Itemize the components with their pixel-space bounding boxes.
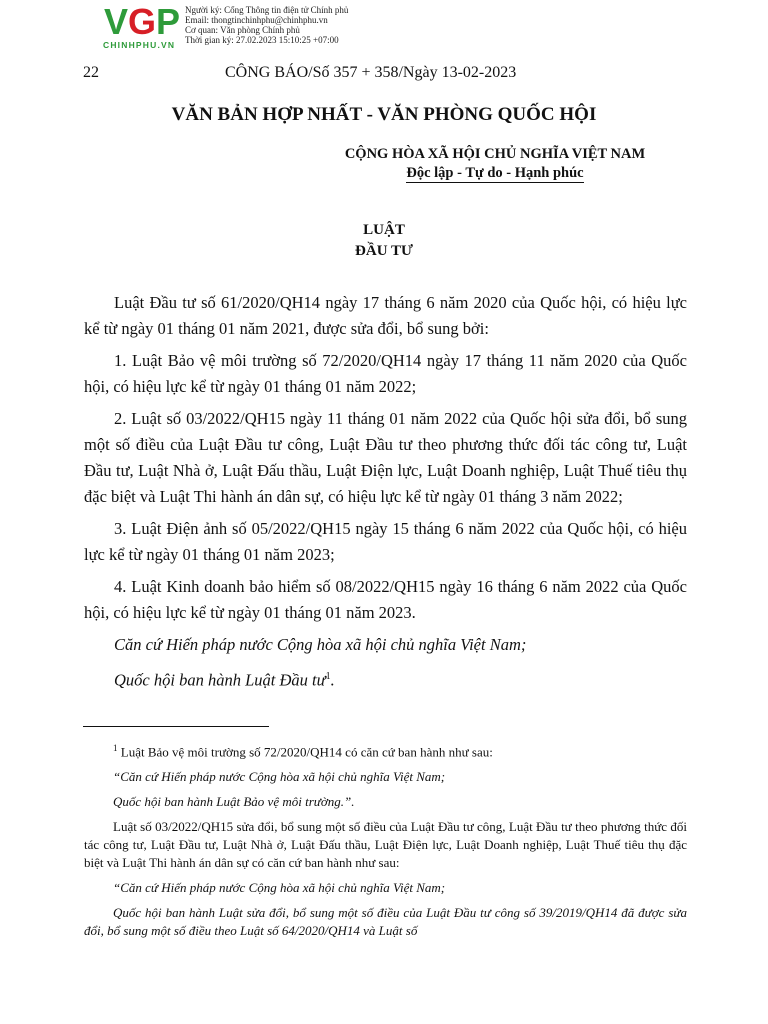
- email-line: Email: thongtinchinhphu@chinhphu.vn: [185, 15, 328, 25]
- motto-text: Độc lập - Tự do - Hạnh phúc: [406, 165, 584, 181]
- footnote-marker: 1: [113, 743, 118, 753]
- amendment-item: 4. Luật Kinh doanh bảo hiểm số 08/2022/QH15 ngày 16 tháng 6 năm 2022 của Quốc hội, có hiệu lực kể từ ngày 01 tháng 01 năm 2023.: [84, 577, 687, 622]
- document-body: [84, 290, 687, 700]
- agency-line: Cơ quan: Văn phòng Chính phủ: [185, 25, 300, 35]
- footnote-quote: “Căn cứ Hiến pháp nước Cộng hòa xã hội chủ nghĩa Việt Nam;: [113, 769, 446, 785]
- amendment-item: 3. Luật Điện ảnh số 05/2022/QH15 ngày 15 tháng 6 năm 2022 của Quốc hội, có hiệu lực kể từ ngày 01 tháng 01 năm 2023;: [84, 519, 687, 564]
- footnotes: [84, 739, 687, 947]
- national-motto: [310, 164, 680, 182]
- promulgation-period: .: [330, 670, 335, 690]
- footnote-separator: [83, 726, 269, 727]
- signer-line: Người ký: Cổng Thông tin điện tử Chính phủ: [185, 5, 349, 15]
- law-name: ĐẦU TƯ: [355, 243, 413, 259]
- intro-paragraph: Luật Đầu tư số 61/2020/QH14 ngày 17 tháng 6 năm 2020 của Quốc hội, có hiệu lực kể từ ngày 01 tháng 01 năm 2021, được sửa đổi, bổ sung bởi:: [84, 293, 687, 338]
- promulgation-text: Quốc hội ban hành Luật Đầu tư: [114, 670, 326, 690]
- promulgation-clause: [84, 664, 687, 694]
- page-number: 22: [83, 64, 99, 81]
- signature-details: [185, 5, 348, 45]
- consolidated-document-title: VĂN BẢN HỢP NHẤT - VĂN PHÒNG QUỐC HỘI: [171, 104, 597, 125]
- amendment-item: 1. Luật Bảo vệ môi trường số 72/2020/QH14 ngày 17 tháng 11 năm 2020 của Quốc hội, có hiệu lực kể từ ngày 01 tháng 01 năm 2022;: [84, 351, 687, 396]
- gazette-reference: CÔNG BÁO/Số 357 + 358/Ngày 13-02-2023: [225, 64, 517, 81]
- national-heading: [310, 145, 680, 182]
- footnote-text: Luật số 03/2022/QH15 sửa đổi, bổ sung một số điều của Luật Đầu tư công, Luật Đầu tư theo phương thức đối tác công tư, Luật Đầu tư, Luật Nhà ở, Luật Đấu thầu, Luật Điện lực, Luật Doanh nghiệp, Luật Thuế tiêu thụ đặc biệt và Luật Thi hành án dân sự có căn cứ ban hành như sau:: [84, 819, 687, 871]
- vgp-logo: [102, 1, 190, 50]
- vgp-logo-subtitle: CHINHPHU.VN: [103, 40, 176, 50]
- footnote-reference[interactable]: 1: [325, 671, 331, 682]
- footnote-quote: Quốc hội ban hành Luật sửa đổi, bổ sung một số điều của Luật Đầu tư công số 39/2019/QH14 đã được sửa đổi, bổ sung một số điều theo Luật số 64/2020/QH14 và Luật số: [84, 905, 687, 939]
- amendment-item: 2. Luật số 03/2022/QH15 ngày 11 tháng 01 năm 2022 của Quốc hội sửa đổi, bổ sung một số điều của Luật Đầu tư công, Luật Đầu tư theo phương thức đối tác công tư, Luật Đầu tư, Luật Nhà ở, Luật Đấu thầu, Luật Điện lực, Luật Doanh nghiệp, Luật Thuế tiêu thụ đặc biệt và Luật Thi hành án dân sự, có hiệu lực kể từ ngày 01 tháng 3 năm 2022;: [84, 409, 687, 506]
- digital-signature-stamp: [102, 1, 402, 50]
- footnote-quote: Quốc hội ban hành Luật Bảo vệ môi trường.”.: [113, 794, 355, 810]
- footnote-quote: “Căn cứ Hiến pháp nước Cộng hòa xã hội chủ nghĩa Việt Nam;: [113, 880, 446, 896]
- legal-basis: Căn cứ Hiến pháp nước Cộng hòa xã hội chủ nghĩa Việt Nam;: [114, 635, 527, 654]
- footnote-text: Luật Bảo vệ môi trường số 72/2020/QH14 có căn cứ ban hành như sau:: [120, 744, 493, 760]
- vgp-logo-wordmark: VGP: [104, 1, 181, 42]
- sign-time-line: Thời gian ký: 27.02.2023 15:10:25 +07:00: [185, 35, 339, 45]
- document-type: LUẬT: [363, 222, 405, 238]
- footnote-1: [84, 739, 687, 761]
- nation-name: CỘNG HÒA XÃ HỘI CHỦ NGHĨA VIỆT NAM: [344, 146, 646, 162]
